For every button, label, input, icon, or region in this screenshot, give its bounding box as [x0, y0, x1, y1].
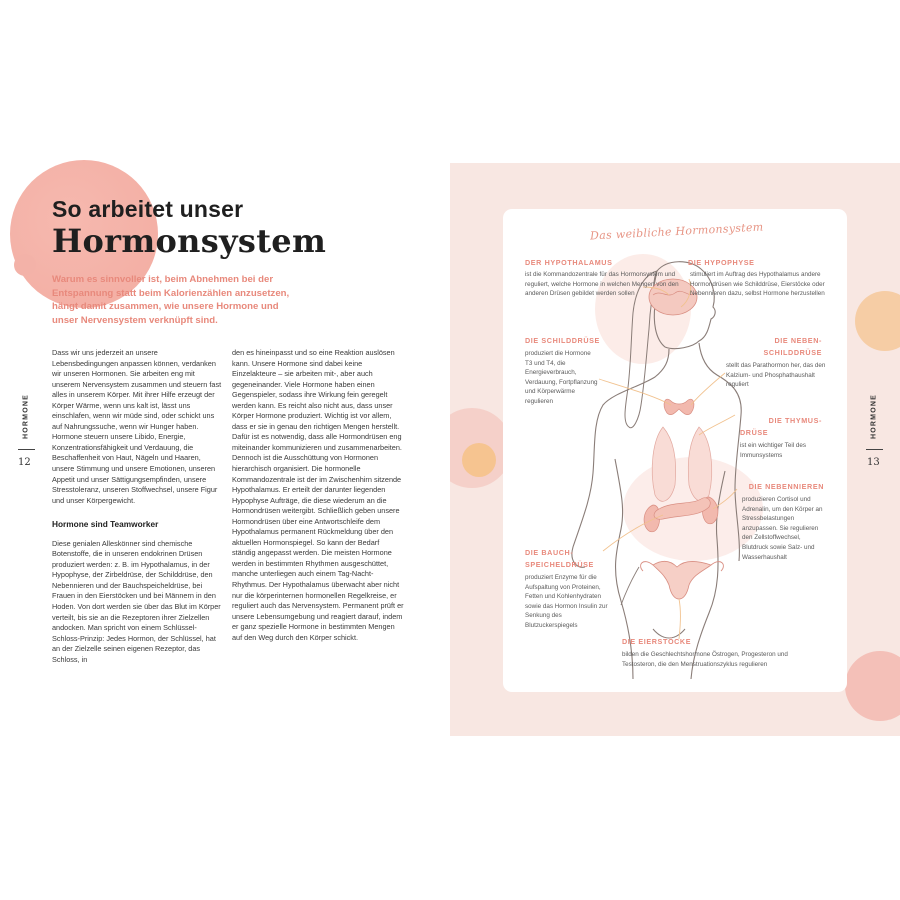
gland-heading-hypophyse: DIE HYPOPHYSE [688, 258, 755, 267]
body-paragraph: Diese genialen Alleskönner sind chemische Botenstoffe, die in unseren endokrinen Drüsen produziert werden: z. B. im Hypothalamus, in der Hypophyse, der Zirbeldrüse, der Schilddrüse, den Nebennieren und der Bauchspeicheldrüse, bei Frauen in den Eierstöcken und bei Männern in den Hoden. Von dort werden sie über das Blut im Körper verteilt, bis sie an die Rezeptoren ihrer Zielzellen andocken. Man spricht von einem Schlüssel-Schloss-Prinzip: Jedes Hormon, der Schlüssel, hat an der Zielzelle seinen eigenen Rezeptor, das Schloss, in [52, 538, 221, 664]
page-number-left: 12 [18, 457, 31, 468]
decor-orange-circle [855, 291, 900, 351]
gland-heading-eierstoecke: DIE EIERSTÖCKE [622, 637, 692, 646]
gland-heading-nebenschilddruese-2: SCHILDDRÜSE [763, 348, 822, 357]
gland-text-hypophyse: stimuliert im Auftrag des Hypothalamus andere Hormondrüsen wie Schilddrüse, Eierstöcke oder Nebennieren dazu, selbst Hormone herzustellen [690, 271, 825, 298]
gland-text-nebenschilddruese: stellt das Parathormon her, das den Kalzium- und Phosphathaushalt reguliert [726, 362, 826, 389]
page-title-line2: Hormonsystem [52, 222, 327, 260]
page-number-right: 13 [867, 457, 880, 468]
page-title-line1: So arbeitet unser [52, 196, 244, 222]
subheading: Hormone sind Teamworker [52, 519, 159, 530]
gland-heading-nebennieren: DIE NEBENNIEREN [748, 482, 824, 491]
gland-heading-thymusdruese-2: DRÜSE [740, 428, 769, 437]
gland-heading-hypothalamus: DER HYPOTHALAMUS [525, 258, 613, 267]
body-paragraph: Dass wir uns jederzeit an unsere Lebensbedingungen anpassen können, verdanken wir unseren Hormonen. Sie arbeiten eng mit unserem Nervensystem zusammen und steuern fast alles in unserem Körper. Mit ihrer Hilfe erzeugt der Körper Wärme, wenn uns kalt ist, lässt uns einschlafen, wenn wir müde sind, oder schickt uns auf Nahrungssuche, wenn wir Hunger haben. Hormone steuern unsere Libido, Energie, Konzentrationsfähigkeit und Verdauung, die Beschaffenheit von Haut, Nägeln und Haaren, unsere Stimmung und unsere Emotionen, unseren Appetit und unser Sättigungsempfinden, unsere Stresstoleranz, unseren Stoffwechsel, unsere Figur und unser Körpergewicht. [52, 348, 222, 505]
gland-heading-thymusdruese-1: DIE THYMUS- [768, 416, 822, 425]
gland-heading-bauchspeicheldruese-1: DIE BAUCH- [525, 548, 574, 557]
leader-line [599, 379, 671, 405]
side-rule-left [18, 449, 35, 450]
leader-line [691, 373, 725, 405]
body-outline [621, 567, 639, 605]
gland-heading-schilddruese: DIE SCHILDDRÜSE [525, 336, 600, 345]
thyroid-organ [664, 399, 694, 414]
side-label-left: HORMONE [22, 394, 30, 439]
body-column-2 [232, 348, 404, 643]
gland-text-nebennieren: produzieren Cortisol und Adrenalin, um den Körper an Stressbelastungen anzupassen. Sie regulieren den Zellstoffwechsel, Blutdruck sowie Salz- und Wasserhaushalt [742, 496, 823, 561]
ovaries-organ [653, 561, 711, 599]
decor-orange-dot [462, 443, 496, 477]
leader-line [679, 599, 681, 639]
thymus-organ [652, 427, 675, 501]
gland-text-schilddruese: produziert die Hormone T3 und T4, die Energieverbrauch, Verdauung, Fortpflanzung und Körperwärme regulieren [525, 350, 598, 405]
gland-text-bauchspeicheldruese: produziert Enzyme für die Aufspaltung von Proteinen, Fetten und Kohlenhydraten sowie das Hormon Insulin zur Senkung des Blutzuckerspiegels [525, 574, 608, 629]
gland-text-hypothalamus: ist die Kommandozentrale für das Hormonsystem und reguliert, welche Hormone in welchen Mengen von den anderen Drüsen gebildet werden sollen [525, 271, 679, 298]
body-column-1 [52, 348, 222, 665]
gland-heading-bauchspeicheldruese-2: SPEICHELDRÜSE [525, 560, 594, 569]
side-label-right: HORMONE [870, 394, 878, 439]
gland-text-thymusdruese: ist ein wichtiger Teil des Immunsystems [740, 442, 807, 459]
infographic-title: Das weibliche Hormonsystem [589, 220, 764, 243]
body-paragraph: den es hineinpasst und so eine Reaktion auslösen kann. Unsere Hormone sind dabei keine Einzelakteure – sie arbeiten mit-, aber auch gegeneinander. Viele Hormone haben einen Gegenspieler, sodass ihre Wirkung fein geregelt werden kann. Es reicht also nicht aus, dass unser Körper Hormone produziert. Wichtig ist vor allem, dass er sie in genau den richtigen Mengen herstellt. Dafür ist es notwendig, dass alle Hormondrüsen eng miteinander kommunizieren und zusammenarbeiten. Dennoch ist die Ausschüttung von Hormonen hierarchisch organisiert. Die hormonelle Kommandozentrale ist der im Zwischenhirn sitzende Hypothalamus. Er erteilt der darunter liegenden Hypophyse Aufträge, die diese wiederum an die Hormondrüsen weitergibt. Schließlich geben unsere Hormondrüsen über eine Antwortschleife dem Hypothalamus permanent Rückmeldung über den aktuellen Hormonspiegel. So kann der Bedarf ständig angepasst werden. Die meisten Hormone werden in bestimmten Rhythmen ausgeschüttet, manche unterliegen auch einem Tag-Nacht-Rhythmus. Der Hypothalamus überwacht aber nicht nur die körperinternen hormonellen Regelkreise, er reguliert auch das Nervensystem. Permanent prüft er unsere Lebensumgebung und reagiert darauf, indem er ganz spezielle Hormone in bestimmten Mengen auf den Weg durch den Körper schickt. [232, 348, 404, 642]
lead-paragraph: Warum es sinnvoller ist, beim Abnehmen bei der Entspannung statt beim Kalorienzählen anzusetzen, hängt damit zusammen, wie unsere Hormone und unser Nervensystem verknüpft sind. [52, 274, 290, 326]
decor-pink-circle [845, 651, 900, 721]
side-rule-right [866, 449, 883, 450]
gland-heading-nebenschilddruese-1: DIE NEBEN- [774, 336, 822, 345]
decor-pink-circle-small [14, 254, 36, 276]
gland-text-eierstoecke: bilden die Geschlechtshormone Östrogen, Progesteron und Testosteron, die den Menstruationszyklus regulieren [622, 651, 788, 668]
